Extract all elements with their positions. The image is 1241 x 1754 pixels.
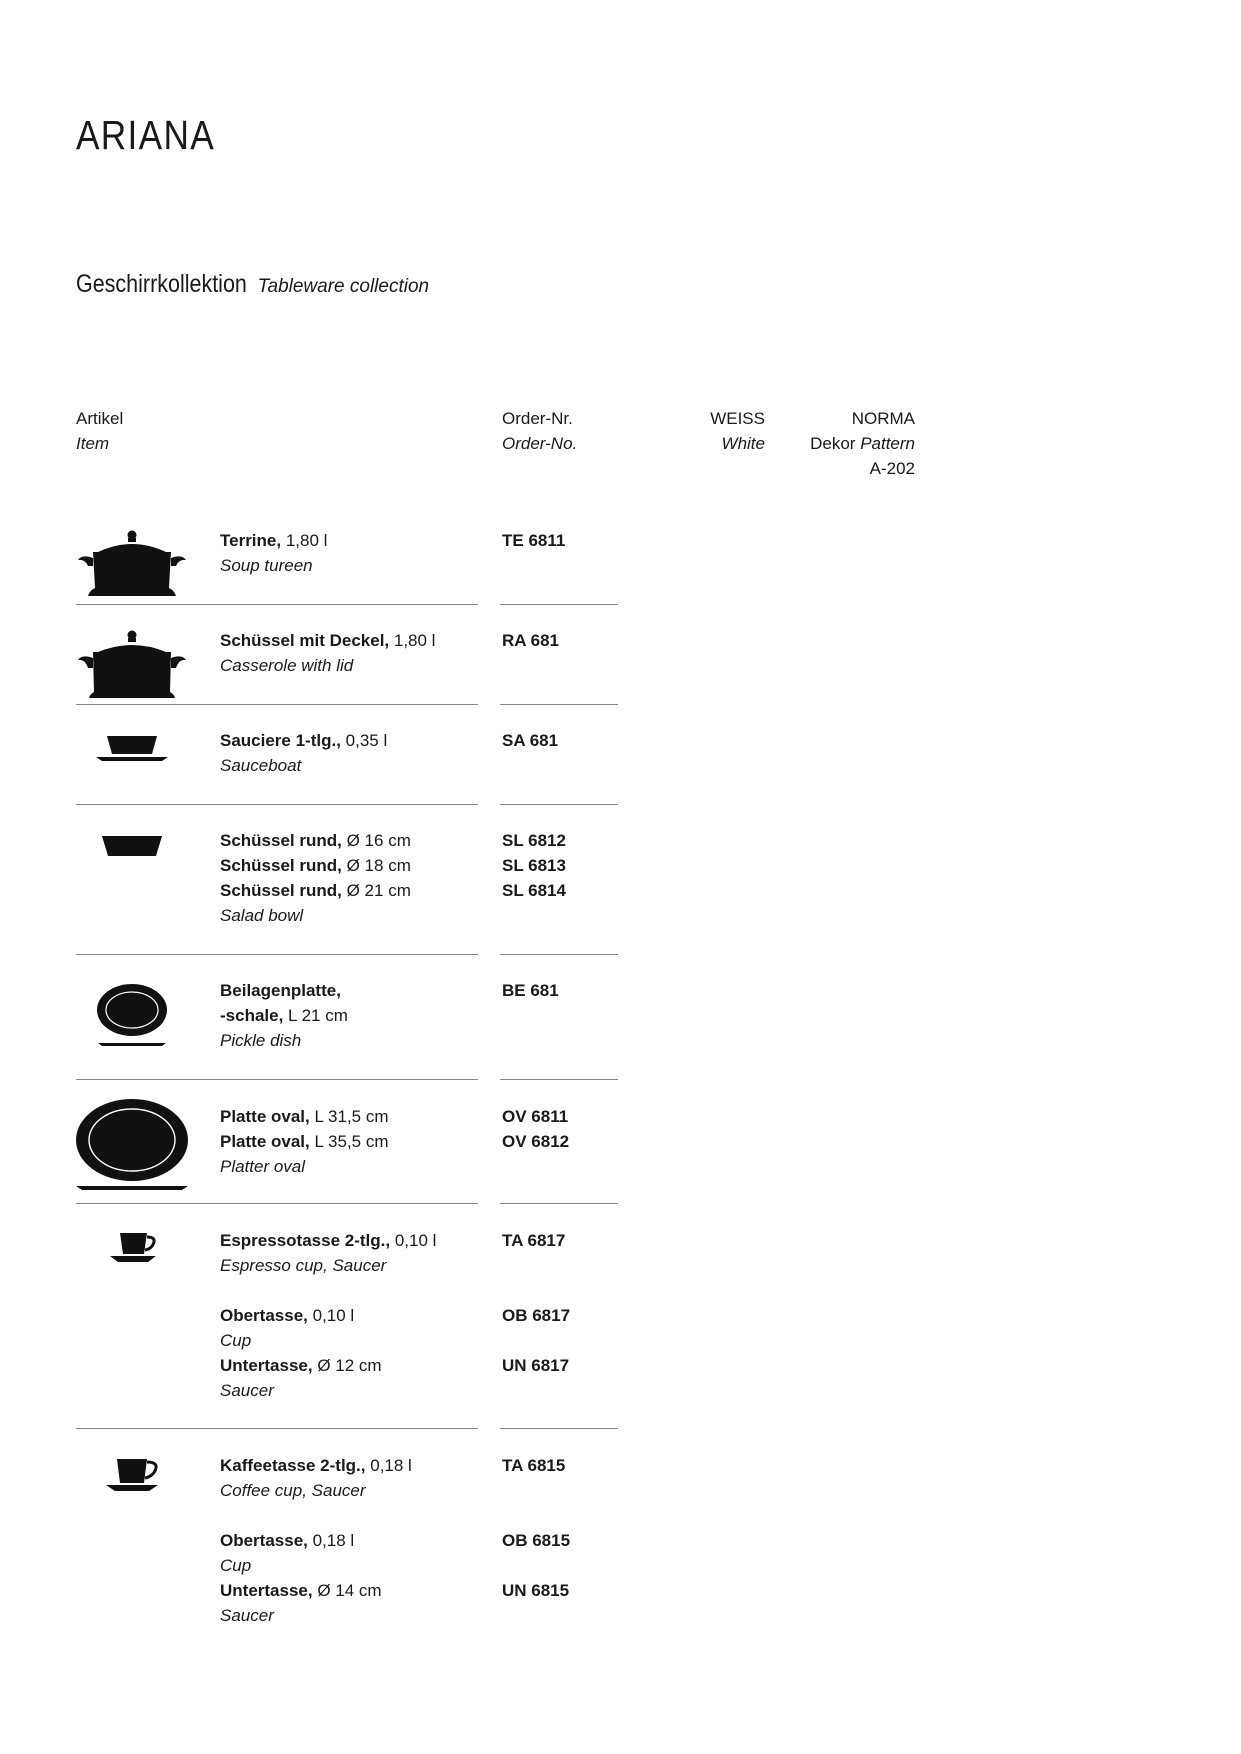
item-spec: 0,18 l bbox=[370, 1456, 412, 1475]
item-line bbox=[220, 878, 411, 903]
coffee-cup-icon bbox=[76, 1453, 188, 1563]
order-code: SL 6812 bbox=[502, 831, 566, 850]
order-code: TE 6811 bbox=[502, 531, 566, 550]
item-line bbox=[220, 1353, 436, 1378]
header-weiss-en: White bbox=[721, 434, 765, 453]
salad-bowl-icon bbox=[76, 828, 188, 938]
order-code: UN 6817 bbox=[502, 1356, 570, 1375]
row-divider bbox=[76, 954, 478, 955]
order-codes bbox=[502, 1104, 569, 1154]
item-description bbox=[220, 1228, 436, 1403]
item-spec: Ø 12 cm bbox=[317, 1356, 382, 1375]
casserole-icon bbox=[76, 628, 188, 738]
sauceboat-icon bbox=[76, 728, 188, 838]
item-spec: Ø 16 cm bbox=[346, 831, 411, 850]
item-english: Soup tureen bbox=[220, 556, 313, 575]
row-divider bbox=[76, 704, 478, 705]
order-code: SL 6814 bbox=[502, 881, 566, 900]
header-weiss-de: WEISS bbox=[710, 409, 765, 428]
item-line bbox=[220, 978, 348, 1003]
item-name: Untertasse, bbox=[220, 1356, 313, 1375]
soup-tureen-icon bbox=[76, 528, 188, 638]
item-spec: Ø 14 cm bbox=[317, 1581, 382, 1600]
order-code: SA 681 bbox=[502, 731, 559, 750]
item-spec: 0,18 l bbox=[312, 1531, 355, 1550]
item-line bbox=[220, 1528, 412, 1553]
spacer bbox=[502, 1278, 570, 1303]
header-order-de: Order-Nr. bbox=[502, 409, 573, 428]
espresso-cup-icon bbox=[76, 1228, 188, 1338]
row-divider bbox=[500, 804, 618, 805]
order-codes bbox=[502, 728, 558, 753]
item-line bbox=[220, 1104, 389, 1129]
item-description bbox=[220, 728, 387, 778]
item-name: Schüssel rund, bbox=[220, 831, 342, 850]
item-name: Untertasse, bbox=[220, 1581, 313, 1600]
item-name: Obertasse, bbox=[220, 1531, 308, 1550]
item-spec: Ø 18 cm bbox=[346, 856, 411, 875]
header-norma bbox=[810, 406, 915, 481]
header-order bbox=[502, 406, 577, 456]
item-english: Pickle dish bbox=[220, 1031, 302, 1050]
row-divider bbox=[500, 1203, 618, 1204]
order-code: UN 6815 bbox=[502, 1581, 570, 1600]
header-norma-dekor: Dekor bbox=[810, 434, 856, 453]
item-name: Platte oval, bbox=[220, 1107, 310, 1126]
item-english: Casserole with lid bbox=[220, 656, 354, 675]
order-codes bbox=[502, 628, 559, 653]
item-name: Sauciere 1-tlg., bbox=[220, 731, 341, 750]
platter-oval-icon bbox=[76, 1096, 188, 1206]
pickle-dish-icon bbox=[76, 978, 188, 1088]
row-divider bbox=[76, 1203, 478, 1204]
order-code: TA 6815 bbox=[502, 1456, 566, 1475]
page-title: ARIANA bbox=[76, 112, 216, 158]
item-name: Schüssel mit Deckel, bbox=[220, 631, 390, 650]
item-spec: 0,10 l bbox=[394, 1231, 437, 1250]
item-spec: L 35,5 cm bbox=[314, 1132, 389, 1151]
order-code: OB 6815 bbox=[502, 1531, 571, 1550]
row-divider bbox=[76, 1079, 478, 1080]
spacer bbox=[220, 1503, 412, 1528]
item-line bbox=[220, 1578, 412, 1603]
item-description bbox=[220, 528, 327, 578]
item-line bbox=[220, 528, 327, 553]
item-line bbox=[220, 1129, 389, 1154]
item-english: Platter oval bbox=[220, 1157, 306, 1176]
header-item-de: Artikel bbox=[76, 409, 124, 428]
item-name: Kaffeetasse 2-tlg., bbox=[220, 1456, 366, 1475]
order-code: TA 6817 bbox=[502, 1231, 566, 1250]
spacer bbox=[220, 1278, 436, 1303]
row-divider bbox=[76, 604, 478, 605]
item-english: Espresso cup, Saucer bbox=[220, 1256, 387, 1275]
row-divider bbox=[76, 1428, 478, 1429]
item-spec: 0,10 l bbox=[312, 1306, 355, 1325]
item-line bbox=[220, 628, 435, 653]
item-description bbox=[220, 828, 411, 928]
item-line bbox=[220, 828, 411, 853]
order-code: SL 6813 bbox=[502, 856, 566, 875]
header-norma-pattern: Pattern bbox=[860, 434, 915, 453]
item-spec: 0,35 l bbox=[345, 731, 388, 750]
item-description bbox=[220, 978, 348, 1053]
spacer bbox=[502, 1253, 570, 1278]
item-english: Coffee cup, Saucer bbox=[220, 1481, 366, 1500]
subtitle-english: Tableware collection bbox=[257, 276, 430, 297]
item-name: -schale, bbox=[220, 1006, 284, 1025]
header-item-en: Item bbox=[76, 434, 110, 453]
spacer bbox=[502, 1503, 570, 1528]
item-name: Obertasse, bbox=[220, 1306, 308, 1325]
subtitle-german: Geschirrkollektion bbox=[76, 270, 247, 298]
order-codes bbox=[502, 978, 559, 1003]
order-code: BE 681 bbox=[502, 981, 559, 1000]
item-line bbox=[220, 1303, 436, 1328]
row-divider bbox=[500, 604, 618, 605]
item-line bbox=[220, 728, 387, 753]
item-spec: Ø 21 cm bbox=[346, 881, 411, 900]
item-line bbox=[220, 1453, 412, 1478]
item-description bbox=[220, 1104, 389, 1179]
header-norma-line1: NORMA bbox=[851, 409, 915, 428]
item-english: Saucer bbox=[220, 1606, 274, 1625]
item-name: Beilagenplatte, bbox=[220, 981, 341, 1000]
header-norma-line3: A-202 bbox=[869, 459, 915, 478]
item-name: Terrine, bbox=[220, 531, 282, 550]
item-name: Espressotasse 2-tlg., bbox=[220, 1231, 391, 1250]
order-code: OV 6811 bbox=[502, 1107, 569, 1126]
order-codes bbox=[502, 828, 566, 903]
row-divider bbox=[500, 704, 618, 705]
item-english: Saucer bbox=[220, 1381, 274, 1400]
spacer bbox=[502, 1478, 570, 1503]
page-subtitle bbox=[76, 270, 429, 299]
item-english: Cup bbox=[220, 1331, 252, 1350]
item-description bbox=[220, 628, 435, 678]
item-spec: L 21 cm bbox=[288, 1006, 348, 1025]
header-weiss bbox=[710, 406, 765, 456]
item-name: Platte oval, bbox=[220, 1132, 310, 1151]
header-item bbox=[76, 406, 123, 456]
order-codes bbox=[502, 1453, 570, 1603]
spacer bbox=[502, 1328, 570, 1353]
row-divider bbox=[76, 804, 478, 805]
item-spec: 1,80 l bbox=[393, 631, 436, 650]
item-line bbox=[220, 1228, 436, 1253]
spacer bbox=[502, 1553, 570, 1578]
order-codes bbox=[502, 528, 565, 553]
item-name: Schüssel rund, bbox=[220, 881, 342, 900]
item-description bbox=[220, 1453, 412, 1628]
item-spec: L 31,5 cm bbox=[314, 1107, 389, 1126]
order-codes bbox=[502, 1228, 570, 1378]
item-english: Cup bbox=[220, 1556, 252, 1575]
item-name: Schüssel rund, bbox=[220, 856, 342, 875]
row-divider bbox=[500, 1079, 618, 1080]
row-divider bbox=[500, 954, 618, 955]
order-code: OV 6812 bbox=[502, 1132, 570, 1151]
header-norma-line2 bbox=[810, 431, 915, 456]
item-spec: 1,80 l bbox=[285, 531, 328, 550]
item-english: Sauceboat bbox=[220, 756, 302, 775]
item-line bbox=[220, 1003, 348, 1028]
header-order-en: Order-No. bbox=[502, 434, 578, 453]
order-code: RA 681 bbox=[502, 631, 560, 650]
item-english: Salad bowl bbox=[220, 906, 304, 925]
order-code: OB 6817 bbox=[502, 1306, 571, 1325]
row-divider bbox=[500, 1428, 618, 1429]
item-line bbox=[220, 853, 411, 878]
